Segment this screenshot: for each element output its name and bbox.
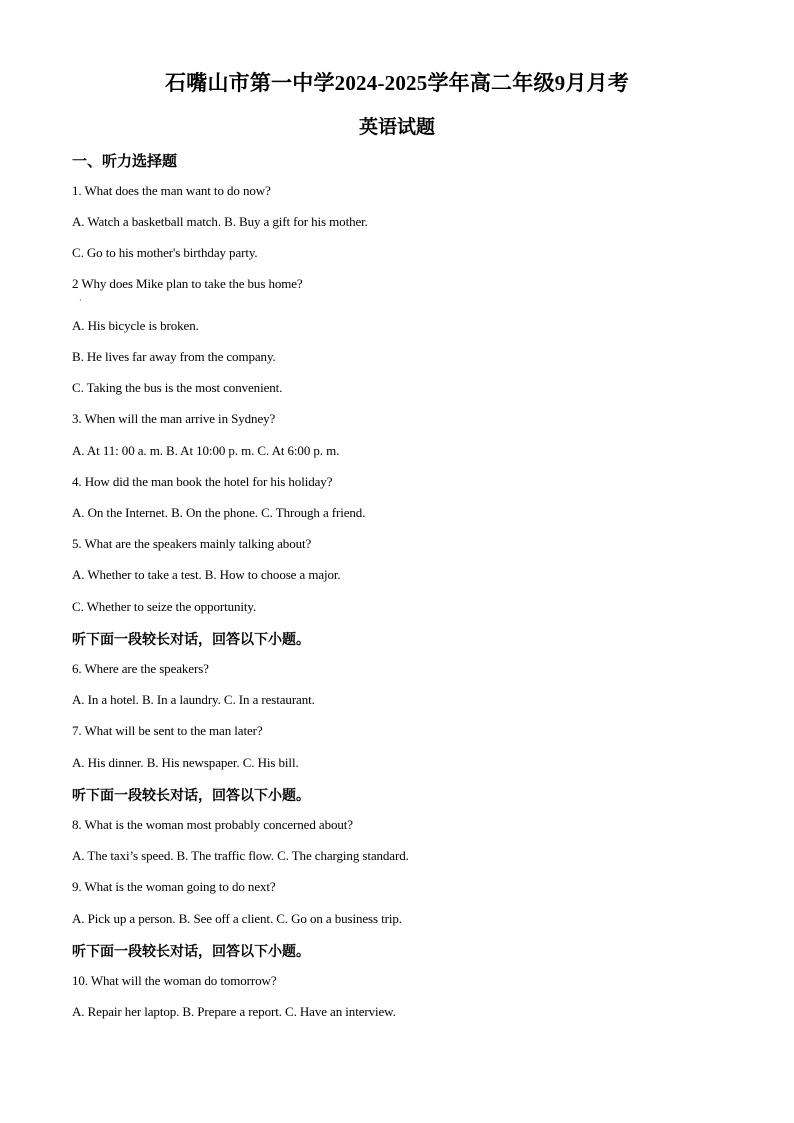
question-2-option-b: B. He lives far away from the company. [72, 349, 276, 364]
question-6-options: A. In a hotel. B. In a laundry. C. In a restaurant. [72, 692, 315, 707]
question-2: 2 Why does Mike plan to take the bus home? [72, 276, 303, 291]
question-1: 1. What does the man want to do now? [72, 183, 271, 198]
question-2-option-a: A. His bicycle is broken. [72, 318, 199, 333]
question-1-options-ab: A. Watch a basketball match. B. Buy a gift for his mother. [72, 214, 368, 229]
question-4: 4. How did the man book the hotel for his holiday? [72, 474, 333, 489]
question-8: 8. What is the woman most probably concerned about? [72, 817, 353, 832]
question-2-option-c: C. Taking the bus is the most convenient. [72, 380, 283, 395]
page-title: 石嘴山市第一中学2024-2025学年高二年级9月月考 [165, 71, 629, 95]
instruction-long-dialogue-2: 听下面一段较长对话，回答以下小题。 [72, 789, 310, 804]
question-3: 3. When will the man arrive in Sydney? [72, 411, 276, 426]
question-3-options: A. At 11: 00 a. m. B. At 10:00 p. m. C. At 6:00 p. m. [72, 443, 340, 458]
instruction-long-dialogue-1: 听下面一段较长对话，回答以下小题。 [72, 633, 310, 648]
question-8-options: A. The taxi’s speed. B. The traffic flow. C. The charging standard. [72, 848, 409, 863]
stray-mark: · [79, 296, 82, 305]
question-10-options: A. Repair her laptop. B. Prepare a report. C. Have an interview. [72, 1004, 396, 1019]
question-9-options: A. Pick up a person. B. See off a client. C. Go on a business trip. [72, 911, 402, 926]
question-5: 5. What are the speakers mainly talking about? [72, 536, 312, 551]
page-subtitle: 英语试题 [358, 117, 435, 138]
question-7-options: A. His dinner. B. His newspaper. C. His bill. [72, 755, 299, 770]
question-5-options-ab: A. Whether to take a test. B. How to choose a major. [72, 567, 341, 582]
question-10: 10. What will the woman do tomorrow? [72, 973, 277, 988]
question-4-options: A. On the Internet. B. On the phone. C. Through a friend. [72, 505, 366, 520]
question-6: 6. Where are the speakers? [72, 661, 209, 676]
section-heading-listening: 一、听力选择题 [72, 154, 178, 170]
question-1-option-c: C. Go to his mother's birthday party. [72, 245, 258, 260]
question-9: 9. What is the woman going to do next? [72, 879, 276, 894]
instruction-long-dialogue-3: 听下面一段较长对话，回答以下小题。 [72, 945, 310, 960]
question-5-option-c: C. Whether to seize the opportunity. [72, 599, 257, 614]
question-7: 7. What will be sent to the man later? [72, 723, 263, 738]
